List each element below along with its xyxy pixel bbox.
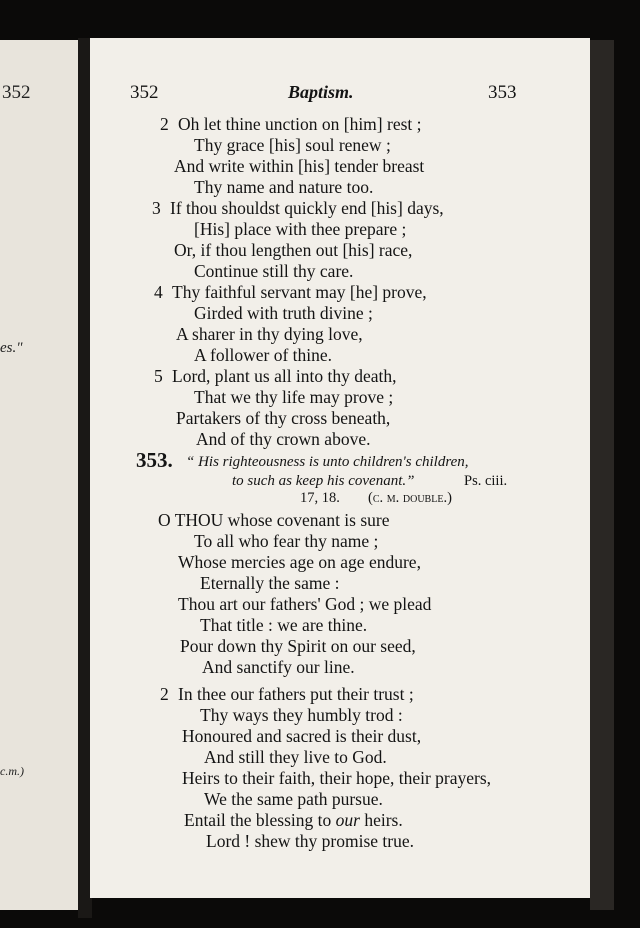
verse-line: We the same path pursue. [204,789,383,809]
verse-line: Heirs to their faith, their hope, their prayers, [182,768,492,788]
page-edge-shadow [590,40,614,910]
hymn-range-start: 352 [130,82,159,103]
stanza-number: 2 [160,114,169,134]
left-page-fragment: c.m.) [0,764,24,778]
verse-line: And still they live to God. [204,747,387,767]
verse-line: Continue still thy care. [194,261,354,281]
verse-line: 2 Oh let thine unction on [him] rest ; [160,114,422,134]
stanza-number: 2 [160,684,169,704]
verse-line: A follower of thine. [194,345,333,365]
verse-line: Entail the blessing to our heirs. [184,810,403,830]
verse-line: Eternally the same : [200,573,340,593]
verse-line: Thy grace [his] soul renew ; [194,135,391,155]
verse-line: Girded with truth divine ; [194,303,373,323]
verse-line: Partakers of thy cross beneath, [176,408,391,428]
stanza-number: 3 [152,198,161,218]
verse-line: Pour down thy Spirit on our seed, [180,636,416,656]
running-header [90,82,590,108]
verse-line: A sharer in thy dying love, [176,324,363,344]
scripture-reference-verses: 17, 18. [300,490,340,506]
section-title: Baptism. [288,82,354,102]
verse-line: 2 In thee our fathers put their trust ; [160,684,414,704]
verse-line: O THOU whose covenant is sure [158,510,390,530]
verse-line: 4 Thy faithful servant may [he] prove, [154,282,427,302]
meter-indication: (c. m. double.) [368,490,452,506]
left-facing-page [0,40,80,910]
stanza-number: 4 [154,282,163,302]
scripture-reference: Ps. ciii. [464,473,508,489]
verse-line: And sanctify our line. [202,657,355,677]
verse-line: 5 Lord, plant us all into thy death, [154,366,397,386]
stanza-number: 5 [154,366,163,386]
hymn-number: 353. [136,448,173,472]
epigraph-line: “ His righteousness is unto children's children, [186,454,469,470]
epigraph-line: to such as keep his covenant.” [232,473,415,489]
verse-line: Lord ! shew thy promise true. [206,831,415,851]
hymn-range-end: 353 [488,82,517,103]
verse-line: That title : we are thine. [200,615,368,635]
verse-line: Thou art our fathers' God ; we plead [178,594,432,614]
verse-line: And of thy crown above. [196,429,371,449]
verse-line: [His] place with thee prepare ; [194,219,407,239]
left-page-number: 352 [2,82,31,103]
verse-line: Or, if thou lengthen out [his] race, [174,240,413,260]
verse-line: That we thy life may prove ; [194,387,394,407]
verse-line: To all who fear thy name ; [194,531,379,551]
verse-line: 3 If thou shouldst quickly end [his] days, [152,198,444,218]
emphasized-word: our [335,810,360,830]
verse-line: And write within [his] tender breast [174,156,425,176]
verse-line: Whose mercies age on age endure, [178,552,421,572]
book-page [90,38,590,898]
verse-line: Honoured and sacred is their dust, [182,726,422,746]
verse-line: Thy ways they humbly trod : [200,705,403,725]
left-page-fragment: es." [0,340,23,356]
verse-line: Thy name and nature too. [194,177,374,197]
